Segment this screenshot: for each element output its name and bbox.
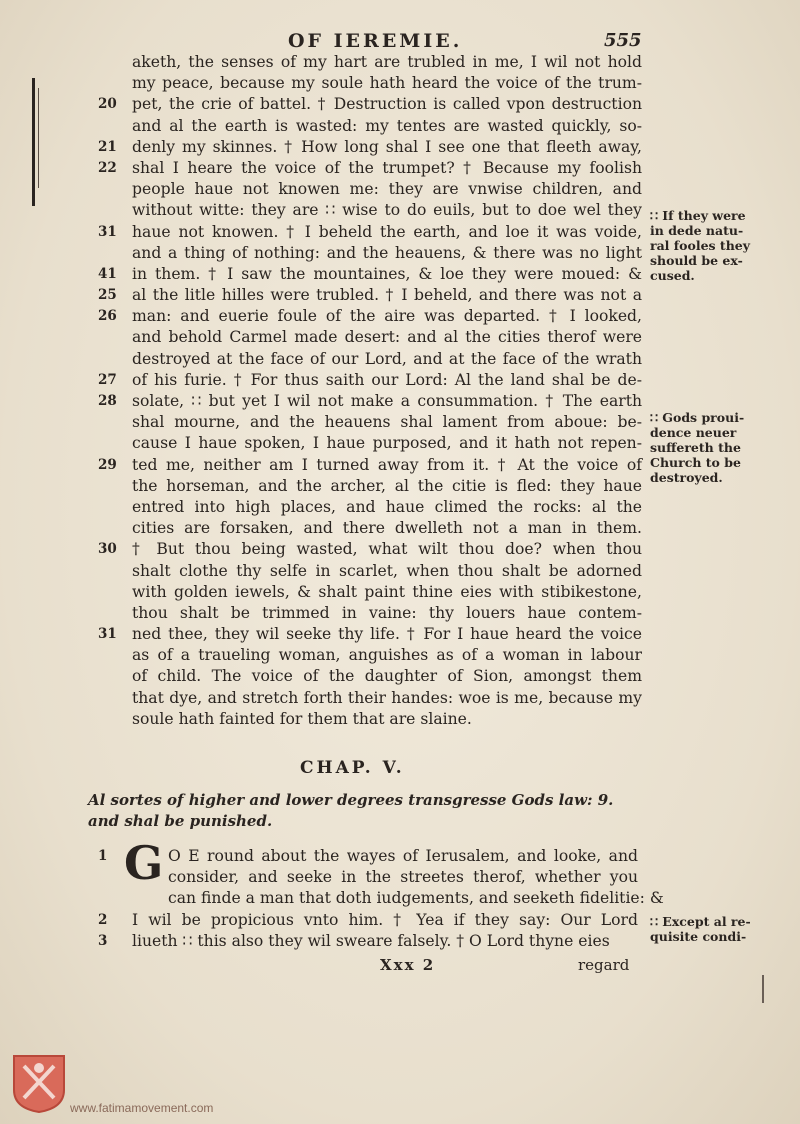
text-line [98,391,658,412]
text-line [98,243,658,264]
line-text: shal I heare the voice of the trumpet? † Because my foolish [132,158,642,177]
line-text: ned thee, they wil seeke thy life. † For I haue heard the voice [132,625,642,644]
text-line [98,433,658,454]
text-line [98,709,658,730]
line-text: without witte: they are ∷ wise to do euils, but to doe wel they [132,201,642,220]
text-line [98,370,658,391]
text-line [98,137,658,158]
line-text: O E round about the wayes of Ierusalem, and looke, and [168,847,638,865]
text-line [98,624,658,645]
margin-rule-thin [38,88,39,188]
text-line [98,412,658,433]
main-text-column [98,52,658,730]
line-text: my peace, because my soule hath heard the voice of the trum- [132,74,642,93]
line-text: ted me, neither am I turned away from it. † At the voice of [132,455,642,474]
text-line [98,476,658,497]
text-line [98,327,658,348]
line-text: and behold Carmel made desert: and al the cities therof were [132,328,642,347]
chapter-heading: CHAP. V. [300,758,405,778]
line-text: liueth ∷ this also they wil sweare falsely. † O Lord thyne eies [132,931,610,950]
margin-rule [32,78,35,206]
margin-note: ∷ Gods proui-dence neuer suffereth the Church to be destroyed. [650,410,745,485]
text-line [98,179,658,200]
text-line [98,158,658,179]
verse-number: 29 [98,456,117,473]
line-text: entred into high places, and haue climed the rocks: al the [132,497,642,516]
text-line [98,222,658,243]
line-text: † But thou being wasted, what wilt thou doe? when thou [132,540,642,559]
papal-seal-logo [12,1054,66,1114]
verse-number: 22 [98,159,117,176]
line-text: as of a traueling woman, anguishes as of a woman in labour [132,646,642,665]
text-line [98,910,658,931]
line-text: cities are forsaken, and there dwelleth not a man in them. [132,519,642,538]
verse-number: 31 [98,223,117,240]
line-text: shal mourne, and the heauens shal lament from aboue: be- [132,413,642,432]
text-line [98,455,658,476]
line-text: solate, ∷ but yet I wil not make a consummation. † The earth [132,392,642,410]
footer-url: www.fatimamovement.com [70,1101,214,1115]
text-line [98,200,658,221]
line-text: of his furie. † For thus saith our Lord: Al the land shal be de- [132,370,642,389]
line-text: soule hath fainted for them that are slaine. [132,709,472,728]
text-line [98,349,658,370]
text-line [98,867,658,888]
line-text: consider, and seeke in the streetes therof, whether you [168,868,638,887]
verse-number: 21 [98,138,117,155]
line-text: the horseman, and the archer, al the citie is fled: they haue [132,476,642,495]
line-text: al the litle hilles were trubled. † I beheld, and there was not a [132,286,642,305]
line-text: denly my skinnes. † How long shal I see one that fleeth away, [132,137,642,156]
margin-mark [762,975,764,1003]
line-text: with golden iewels, & shalt paint thine eies with stibikestone, [132,582,642,601]
line-text: and al the earth is wasted: my tentes are wasted quickly, so- [132,116,642,135]
signature-mark: Xxx 2 [380,956,436,974]
drop-cap: G [124,836,164,890]
page-number: 555 [604,30,642,51]
text-line [98,539,658,560]
margin-note: ∷ Except al re-quisite condi- [650,914,751,944]
line-text: and a thing of nothing: and the heauens, & there was no light [132,243,642,262]
line-text: haue not knowen. † I beheld the earth, and loe it was voide, [132,222,642,241]
line-text: I wil be propicious vnto him. † Yea if they say: Our Lord [132,910,638,929]
verse-number: 30 [98,541,117,558]
text-line [98,518,658,539]
line-text: thou shalt be trimmed in vaine: thy louers haue contem- [132,603,642,622]
line-text: in them. † I saw the mountaines, & loe they were moued: & [132,264,642,283]
verse-number: 28 [98,393,117,409]
catchword: regard [578,956,630,974]
text-line [98,285,658,306]
text-line [98,582,658,603]
verse-number: 1 [98,848,108,864]
verse-number: 26 [98,308,117,325]
chapter-summary: Al sortes of higher and lower degrees transgresse Gods law: 9. and shal be punished. [88,791,614,830]
text-line [98,264,658,285]
verse-number: 31 [98,626,117,643]
line-text: can finde a man that doth iudgements, and seeketh fidelitie: & [168,889,664,908]
text-line [98,497,658,518]
text-line [98,561,658,582]
text-line [98,73,658,94]
line-text: people haue not knowen me: they are vnwise children, and [132,180,642,199]
text-line [98,116,658,137]
verse-number: 41 [98,265,117,282]
text-line [98,306,658,327]
text-line [98,645,658,666]
line-text: destroyed at the face of our Lord, and at the face of the wrath [132,349,642,368]
verse-number: 2 [98,911,108,928]
running-head: OF IEREMIE. [288,30,463,52]
verse-number: 3 [98,932,108,949]
line-text: shalt clothe thy selfe in scarlet, when thou shalt be adorned [132,561,642,580]
line-text: pet, the crie of battel. † Destruction is called vpon destruction [132,95,642,114]
text-line [98,688,658,709]
text-line [98,94,658,115]
verse-number: 27 [98,371,117,388]
verse-number: 25 [98,287,117,304]
text-line [98,888,664,909]
line-text: of child. The voice of the daughter of Sion, amongst them [132,667,642,686]
page-footer [0,956,800,980]
verse-number: 20 [98,96,117,113]
line-text: cause I haue spoken, I haue purposed, and it hath not repen- [132,434,642,453]
line-text: aketh, the senses of my hart are trubled in me, I wil not hold [132,53,642,71]
text-line [98,931,658,952]
text-line [98,52,658,73]
line-text: man: and euerie foule of the aire was departed. † I looked, [132,307,642,326]
margin-note: ∷ If they were in dede natu-ral fooles they should be ex-cused. [650,208,751,283]
text-line [98,666,658,687]
chapter-text [98,836,664,952]
text-line [98,603,658,624]
text-line [98,846,658,867]
line-text: that dye, and stretch forth their handes: woe is me, because my [132,688,642,707]
page-header [0,30,800,54]
